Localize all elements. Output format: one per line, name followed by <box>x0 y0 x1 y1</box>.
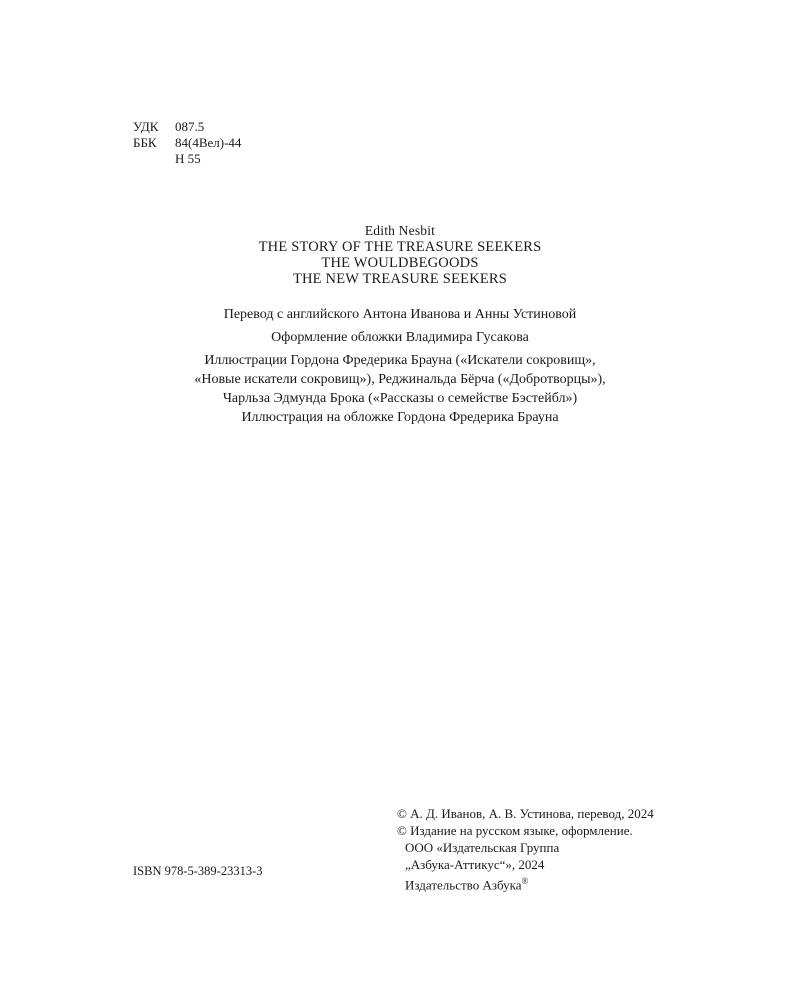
isbn: ISBN 978-5-389-23313-3 <box>133 864 263 878</box>
copyright-line: ООО «Издательская Группа <box>405 840 560 855</box>
classification-code: УДК <box>133 119 159 134</box>
copyright-line: © Издание на русском языке, оформление. <box>397 823 633 838</box>
classification-code <box>133 151 175 167</box>
book-title: THE STORY OF THE TREASURE SEEKERS <box>258 239 542 255</box>
classification-block <box>133 119 241 167</box>
cover-design-credit: Оформление обложки Владимира Гусакова <box>271 330 529 345</box>
publisher-name: Издательство Азбука <box>405 877 522 893</box>
classification-value: 087.5 <box>175 119 205 134</box>
book-title: THE NEW TREASURE SEEKERS <box>292 271 508 287</box>
publisher-line <box>397 873 654 893</box>
illustrations-credit-line: Чарльза Эдмунда Брока («Рассказы о семействе Бэстейбл») <box>222 391 578 406</box>
illustrations-credit-line: Иллюстрации Гордона Фредерика Брауна («Искатели сокровищ», <box>204 353 596 368</box>
translation-credit: Перевод с английского Антона Иванова и Анны Устиновой <box>223 307 577 322</box>
classification-row-udc <box>133 119 241 135</box>
classification-row-author-mark <box>133 151 241 167</box>
copyright-block <box>397 805 654 893</box>
registered-mark: ® <box>521 876 529 886</box>
author-name: Edith Nesbit <box>364 223 436 238</box>
classification-value: Н 55 <box>175 151 201 166</box>
credits-block <box>0 305 800 427</box>
classification-row-bbk <box>133 135 241 151</box>
book-title: THE WOULDBEGOODS <box>321 255 479 271</box>
cover-illustration-credit: Иллюстрация на обложке Гордона Фредерика Брауна <box>241 410 559 425</box>
copyright-line: „Азбука-Аттикус“», 2024 <box>405 857 545 872</box>
title-block <box>0 223 800 287</box>
illustrations-credit-line: «Новые искатели сокровищ»), Реджинальда Бёрча («Добротворцы»), <box>194 372 606 387</box>
classification-code: ББК <box>133 135 157 150</box>
classification-value: 84(4Вел)-44 <box>175 135 242 150</box>
copyright-line: © А. Д. Иванов, А. В. Устинова, перевод, 2024 <box>397 806 654 821</box>
